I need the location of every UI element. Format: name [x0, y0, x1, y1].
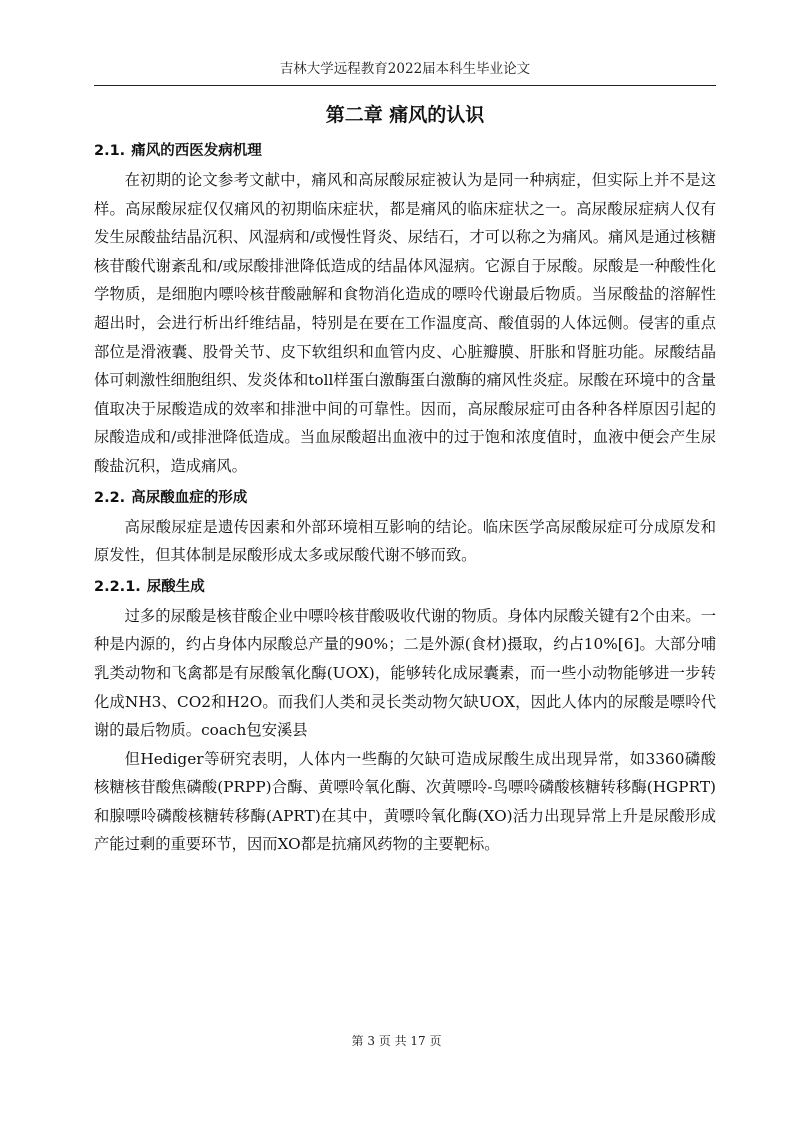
section-heading: [94, 138, 716, 164]
section-number: 2.2.: [94, 489, 126, 506]
section-number: 2.1.: [94, 143, 126, 159]
chapter-title: 第二章 痛风的认识: [325, 104, 485, 126]
section-title: 痛风的西医发病机理: [131, 143, 262, 159]
subsection-heading: [94, 574, 716, 600]
page-footer: [0, 1032, 793, 1049]
subsection-number: 2.2.1.: [94, 578, 141, 595]
body-paragraph: 高尿酸尿症是遗传因素和外部环境相互影响的结论。临床医学高尿酸尿症可分成原发和原发性，但其体制是尿酸形成太多或尿酸代谢不够而致。: [94, 517, 716, 565]
body-paragraph: 但Hediger等研究表明，人体内一些酶的欠缺可造成尿酸生成出现异常，如3360磷酸核糖核苷酸焦磷酸(PRPP)合酶、黄嘌呤氧化酶、次黄嘌呤-鸟嘌呤磷酸核糖转移酶(HGPRT)和腺嘌呤磷酸核糖转移酶(APRT)在其中，黄嘌呤氧化酶(XO)活力出现异常上升是尿酸形成产能过剩的重要环节，因而XO都是抗痛风药物的主要靶标。: [94, 749, 716, 854]
page-header: [94, 55, 716, 86]
header-title: 吉林大学远程教育2022届本科生毕业论文: [279, 61, 531, 77]
section-title: 高尿酸血症的形成: [131, 489, 248, 506]
body-paragraph: 在初期的论文参考文献中，痛风和高尿酸尿症被认为是同一种病症，但实际上并不是这样。高尿酸尿症仅仅痛风的初期临床症状，都是痛风的临床症状之一。高尿酸尿症病人仅有发生尿酸盐结晶沉积、风湿病和/或慢性肾炎、尿结石，才可以称之为痛风。痛风是通过核糖核苷酸代谢紊乱和/或尿酸排泄降低造成的结晶体风湿病。它源自于尿酸。尿酸是一种酸性化学物质，是细胞内嘌呤核苷酸融解和食物消化造成的嘌呤代谢最后物质。当尿酸盐的溶解性超出时，会进行析出纤维结晶，特别是在要在工作温度高、酸值弱的人体远侧。侵害的重点部位是滑液囊、股骨关节、皮下软组织和血管内皮、心脏瓣膜、肝胀和肾脏功能。尿酸结晶体可刺激性细胞组织、发炎体和toll样蛋白激酶蛋白激酶的痛风性炎症。尿酸在环境中的含量值取决于尿酸造成的效率和排泄中间的可靠性。因而，高尿酸尿症可由各种各样原因引起的尿酸造成和/或排泄降低造成。当血尿酸超出血液中的过于饱和浓度值时，血液中便会产生尿酸盐沉积，造成痛风。: [94, 171, 716, 475]
subsection-title: 尿酸生成: [146, 578, 205, 595]
page-number: 第 3 页 共 17 页: [351, 1034, 442, 1048]
section-heading: [94, 485, 716, 511]
body-paragraph: 过多的尿酸是核苷酸企业中嘌呤核苷酸吸收代谢的物质。身体内尿酸关键有2个由来。一种是内源的，约占身体内尿酸总产量的90%；二是外源(食材)摄取，约占10%[6]。大部分哺乳类动物和飞禽都是有尿酸氧化酶(UOX)，能够转化成尿囊素，而一些小动物能够进一步转化成NH3、CO2和H2O。而我们人类和灵长类动物欠缺UOX，因此人体内的尿酸是嘌呤代谢的最后物质。coach包安溪县: [94, 606, 716, 740]
page-body: [94, 98, 716, 859]
